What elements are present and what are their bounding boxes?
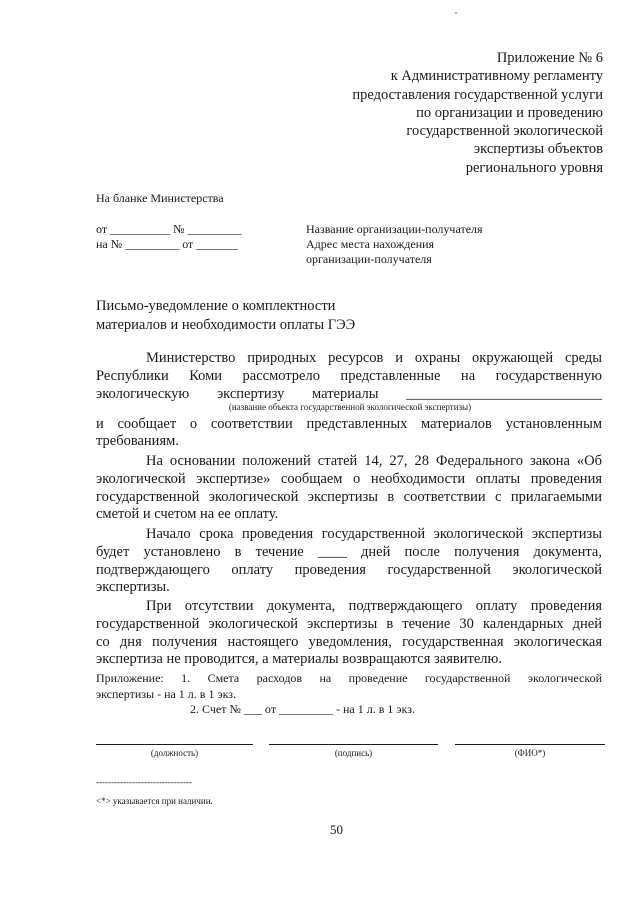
p3-line: подтверждающего оплату проведения государственной экологической [96, 562, 602, 578]
p1-line: экологическую экспертизу материалы ___________________________ [96, 386, 602, 402]
p1-line: Министерство природных ресурсов и охраны окружающей среды [146, 350, 602, 366]
attachment-line: 2. Счет № ___ от _________ - на 1 л. в 1 экз. [190, 702, 415, 716]
appendix-line: Приложение № 6 [496, 50, 603, 66]
registration-line-1: от __________ № _________ [96, 222, 242, 236]
p1-caption: (название объекта государственной экологической экспертизы) [228, 402, 472, 412]
name-line [455, 744, 605, 745]
appendix-line: регионального уровня [465, 159, 603, 176]
subject-line: материалов и необходимости оплаты ГЭЭ [96, 317, 356, 333]
appendix-header [243, 49, 603, 177]
position-caption: (должность) [150, 748, 199, 758]
appendix-line: экспертизы объектов [473, 141, 603, 158]
p3-line: будет установлено в течение ____ дней после получения документа, [96, 544, 602, 560]
recipient-address: Адрес места нахождения [306, 237, 435, 251]
appendix-line: предоставления государственной услуги [352, 86, 603, 103]
p2-line: На основании положений статей 14, 27, 28 Федерального закона «Об [146, 453, 602, 469]
page-number: 50 [330, 822, 343, 837]
position-line [96, 744, 253, 745]
footnote-separator: -------------------------------- [96, 777, 192, 787]
p1-line-last: требованиям. [96, 433, 179, 449]
recipient-name: Название организации-получателя [306, 222, 483, 236]
p2-line: экологической экспертизе» сообщаем о необходимости оплаты проведения [96, 471, 602, 487]
name-caption: (ФИО*) [514, 748, 546, 758]
appendix-line: по организации и проведению [416, 104, 603, 121]
letterhead-note: На бланке Министерства [96, 191, 224, 205]
appendix-line: к Административному регламенту [390, 68, 603, 85]
p4-line: При отсутствии документа, подтверждающего оплату проведения [146, 598, 602, 614]
p2-line: государственной экологической экспертизы в соответствии с прилагаемыми [96, 489, 602, 505]
p2-line-last: сметой и счетом на ее оплату. [96, 506, 279, 522]
p1-line: Республики Коми рассмотрело представленные на государственную [96, 368, 602, 384]
p4-line: со дня получения настоящего уведомления, государственная экологическая [96, 634, 602, 650]
p3-line-last: экспертизы. [96, 579, 170, 595]
registration-line-2: на № _________ от _______ [96, 237, 239, 251]
p4-line-last: экспертиза не проводится, а материалы возвращаются заявителю. [96, 651, 502, 667]
scan-speck [455, 12, 457, 14]
p4-line: государственной экологической экспертизы в течение 30 календарных дней [96, 616, 602, 632]
p3-line: Начало срока проведения государственной экологической экспертизы [146, 526, 602, 542]
letter-subject [96, 297, 355, 335]
p1-line: и сообщает о соответствии представленных материалов установленным [96, 416, 602, 432]
subject-line: Письмо-уведомление о комплектности [96, 298, 336, 314]
signature-caption: (подпись) [334, 748, 373, 758]
appendix-line: государственной экологической [406, 123, 603, 140]
attachment-line: экспертизы - на 1 л. в 1 экз. [96, 687, 237, 701]
signature-line [269, 744, 438, 745]
attachment-line: Приложение: 1. Смета расходов на проведение государственной экологической [96, 671, 602, 685]
recipient-address-cont: организации-получателя [306, 252, 432, 266]
footnote-text: <*> указывается при наличии. [96, 796, 213, 806]
